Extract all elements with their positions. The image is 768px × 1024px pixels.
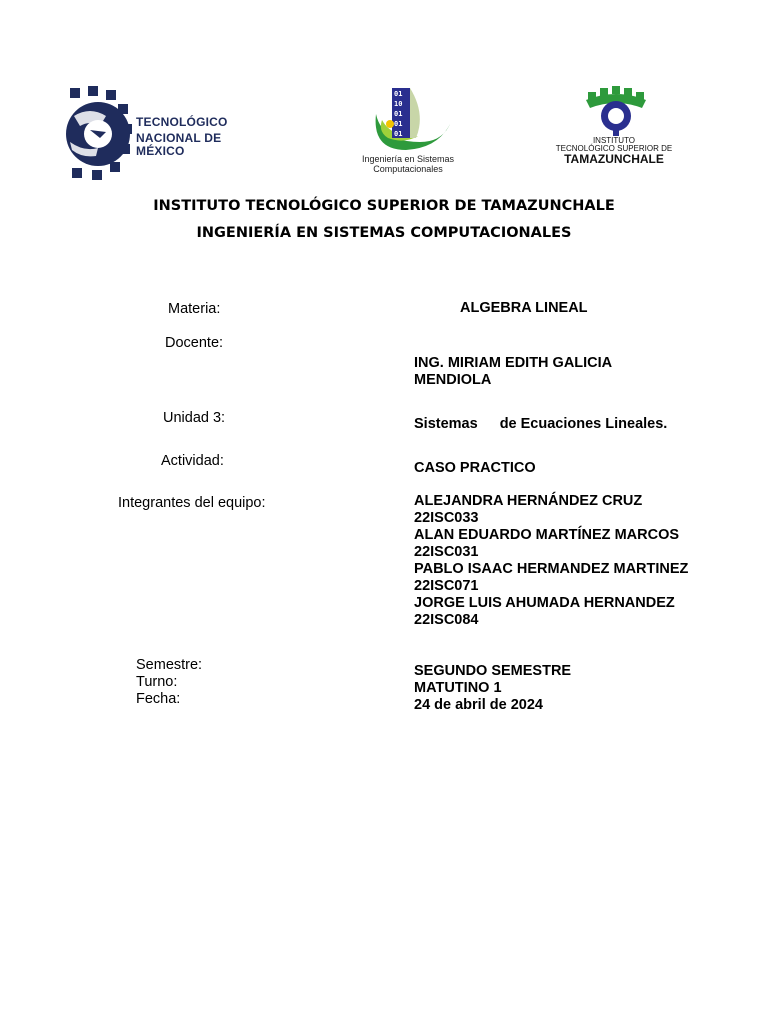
member-id: 22ISC033 bbox=[414, 510, 479, 526]
integrantes-list bbox=[414, 493, 688, 629]
materia-value: ALGEBRA LINEAL bbox=[460, 300, 588, 316]
docente-label: Docente: bbox=[165, 335, 224, 351]
actividad-value: CASO PRACTICO bbox=[414, 460, 536, 476]
program-title: INGENIERÍA EN SISTEMAS COMPUTACIONALES bbox=[196, 225, 572, 241]
fecha-label: Fecha: bbox=[136, 691, 181, 707]
schedule-values bbox=[414, 663, 571, 714]
tecnm-logo bbox=[60, 86, 270, 182]
integrantes-label: Integrantes del equipo: bbox=[118, 495, 266, 511]
isc-bit-3: 01 bbox=[394, 110, 403, 118]
member-id: 22ISC071 bbox=[414, 578, 479, 594]
member-name: ALAN EDUARDO MARTÍNEZ MARCOS bbox=[414, 527, 680, 543]
institution-title: INSTITUTO TECNOLÓGICO SUPERIOR DE TAMAZUNCHALE bbox=[153, 198, 615, 214]
unidad-value-part1: Sistemas bbox=[414, 416, 478, 432]
its-logo-line1: INSTITUTO bbox=[592, 136, 636, 145]
its-logo-line2: TECNOLÓGICO SUPERIOR DE bbox=[555, 144, 673, 153]
materia-label: Materia: bbox=[168, 301, 221, 317]
isc-logo-line2: Computacionales bbox=[373, 164, 443, 174]
its-logo-line3: TAMAZUNCHALE bbox=[564, 152, 664, 166]
member-name: JORGE LUIS AHUMADA HERNANDEZ bbox=[414, 595, 675, 611]
isc-bit-2: 10 bbox=[394, 100, 403, 108]
unidad-value bbox=[414, 416, 667, 433]
tecnm-logo-line2: NACIONAL DE MÉXICO bbox=[136, 131, 222, 158]
unidad-value-part2: de Ecuaciones Lineales. bbox=[499, 416, 668, 432]
semestre-label: Semestre: bbox=[136, 657, 203, 673]
turno-value: MATUTINO 1 bbox=[414, 680, 502, 696]
member-id: 22ISC031 bbox=[414, 544, 479, 560]
tecnm-gear-eagle-icon bbox=[60, 86, 132, 182]
member-name: ALEJANDRA HERNÁNDEZ CRUZ bbox=[414, 493, 643, 509]
tecnm-logo-line1: TECNOLÓGICO bbox=[136, 115, 228, 129]
isc-bit-5: 01 bbox=[394, 130, 403, 138]
isc-bit-4: 01 bbox=[394, 120, 403, 128]
turno-label: Turno: bbox=[136, 674, 178, 690]
docente-value-line2: MENDIOLA bbox=[414, 372, 492, 388]
its-gear-icon bbox=[544, 86, 684, 136]
docente-value-line1: ING. MIRIAM EDITH GALICIA bbox=[414, 355, 613, 371]
schedule-labels bbox=[136, 657, 202, 708]
docente-value bbox=[414, 355, 612, 389]
isc-logo-line1: Ingeniería en Sistemas bbox=[361, 154, 455, 164]
semestre-value: SEGUNDO SEMESTRE bbox=[414, 663, 572, 679]
isc-swoosh-icon bbox=[346, 84, 470, 154]
member-name: PABLO ISAAC HERMANDEZ MARTINEZ bbox=[414, 561, 689, 577]
its-tamazunchale-logo bbox=[544, 86, 684, 168]
member-id: 22ISC084 bbox=[414, 612, 479, 628]
isc-logo bbox=[346, 84, 470, 176]
actividad-label: Actividad: bbox=[161, 453, 224, 469]
unidad-label: Unidad 3: bbox=[163, 410, 226, 426]
isc-bit-1: 01 bbox=[394, 90, 403, 98]
fecha-value: 24 de abril de 2024 bbox=[414, 697, 543, 713]
